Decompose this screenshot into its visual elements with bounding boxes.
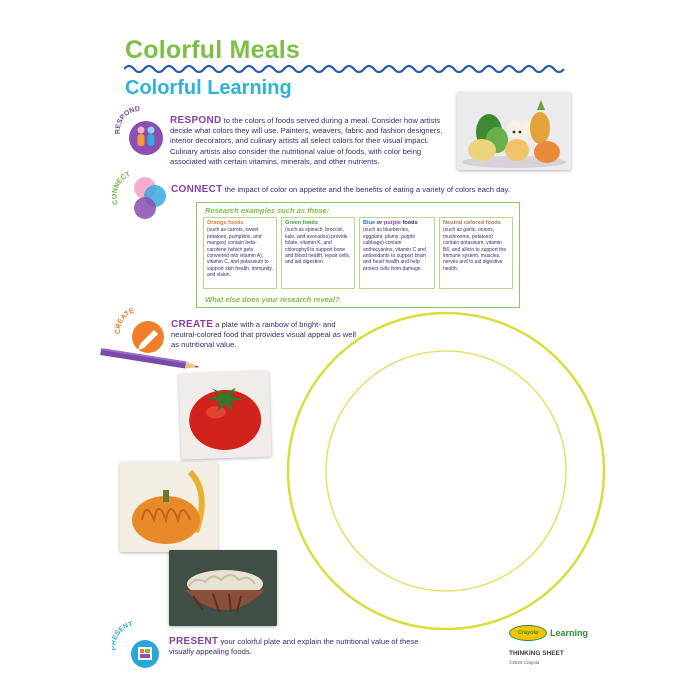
- svg-text:CONNECT: [112, 171, 132, 206]
- neutral-foods-heading: Neutral colored foods: [443, 220, 501, 226]
- green-foods-heading: Green foods: [285, 220, 318, 226]
- create-lead: CREATE: [171, 319, 214, 330]
- connect-badge: [112, 166, 172, 224]
- create-text: a plate with a rainbow of bright- and neutral-colored food that provides visual appeal as well as nutritional value.: [171, 320, 356, 350]
- purple-pencil-icon: [96, 346, 206, 374]
- present-badge: [112, 620, 164, 670]
- present-paragraph: [169, 637, 429, 657]
- blue-purple-foods-heading: [363, 220, 431, 226]
- connect-text: the impact of color on appetite and the benefits of eating a variety of colors each day.: [222, 185, 510, 194]
- learning-label: Learning: [550, 628, 589, 638]
- bowl-artwork-photo: [169, 550, 277, 626]
- connect-paragraph: [171, 185, 531, 195]
- connect-lead: CONNECT: [171, 184, 223, 195]
- tomato-artwork-photo: [179, 370, 272, 459]
- page-subtitle: Colorful Learning: [125, 77, 292, 99]
- present-badge-label: ESENT: [112, 620, 134, 642]
- plate-outline[interactable]: [285, 310, 607, 632]
- respond-paragraph: [170, 116, 450, 167]
- respond-people-icon: [112, 104, 168, 160]
- research-col-green: [281, 217, 355, 289]
- purple-word: purple: [383, 220, 401, 226]
- research-footer: What else does your research reveal?: [205, 295, 340, 304]
- research-col-neutral: [439, 217, 513, 289]
- present-easel-icon: [112, 620, 164, 670]
- copyright-text: ©2024 Crayola: [509, 660, 540, 665]
- research-heading: Research examples such as these:: [205, 206, 330, 215]
- or-word: or: [375, 220, 384, 226]
- create-badge-label: CREATE: [114, 307, 136, 335]
- respond-badge-label: RESPOND: [114, 105, 141, 135]
- food-sculpture-photo: [457, 92, 571, 170]
- neutral-foods-text: (such as garlic, onions, mushrooms, potatoes) contain potassium, vitamin B6, and allicin to support the immune system, muscles, nerves and to aid digestive health.: [443, 227, 507, 272]
- orange-foods-text: (such as carrots, sweet potatoes, pumpkins, and mangos) contain beta-carotene (which gets converted into vitamin A), vitamin C, and potassium to support skin health, immunity, and vision.: [207, 227, 273, 279]
- page-title: Colorful Meals: [125, 36, 301, 64]
- crayola-logo: [509, 625, 547, 641]
- svg-text:CREATE: [115, 307, 136, 334]
- respond-lead: RESPOND: [170, 115, 222, 126]
- green-foods-text: (such as spinach, broccoli, kale, and avocados) provide folate, vitamin K, and chlorophyll to support bone and blood health, repair cells, and aid digestion.: [285, 227, 351, 266]
- crayola-logo-text: Crayola: [517, 630, 539, 636]
- blue-word: Blue: [363, 220, 376, 226]
- thinking-sheet-label: THINKING SHEET: [509, 650, 564, 657]
- respond-text: to the colors of foods served during a meal. Consider how artists decide what colors they will use. Painters, weavers, fabric and fashion designers, interior decorators, and culinary artists all select colors for their visual impact. Culinary artists also consider the nutritional value of foods, with color being associated with certain vitamins, minerals, and other nutrients.: [170, 116, 443, 166]
- research-col-orange: [203, 217, 277, 289]
- connect-badge-label: CONNECT: [112, 170, 132, 206]
- present-text: your colorful plate and explain the nutritional value of these visually appealing foods.: [169, 637, 419, 657]
- svg-text:PRESENT: [112, 621, 134, 651]
- research-col-blue-purple: [359, 217, 435, 289]
- blue-purple-foods-text: (such as blueberries, eggplant, plums, purple cabbage) contain anthocyanins, vitamin C and antioxidants to support brain and heart health and help protect cells from damage.: [363, 227, 426, 272]
- pumpkin-artwork-photo: [120, 462, 218, 552]
- respond-badge: [112, 104, 168, 160]
- orange-foods-heading: Orange foods: [207, 220, 244, 226]
- wavy-divider: [124, 62, 570, 76]
- research-box: [196, 202, 520, 308]
- present-lead: PRESENT: [169, 636, 219, 647]
- foods-word: foods: [400, 220, 418, 226]
- connect-circles-icon: [112, 166, 172, 224]
